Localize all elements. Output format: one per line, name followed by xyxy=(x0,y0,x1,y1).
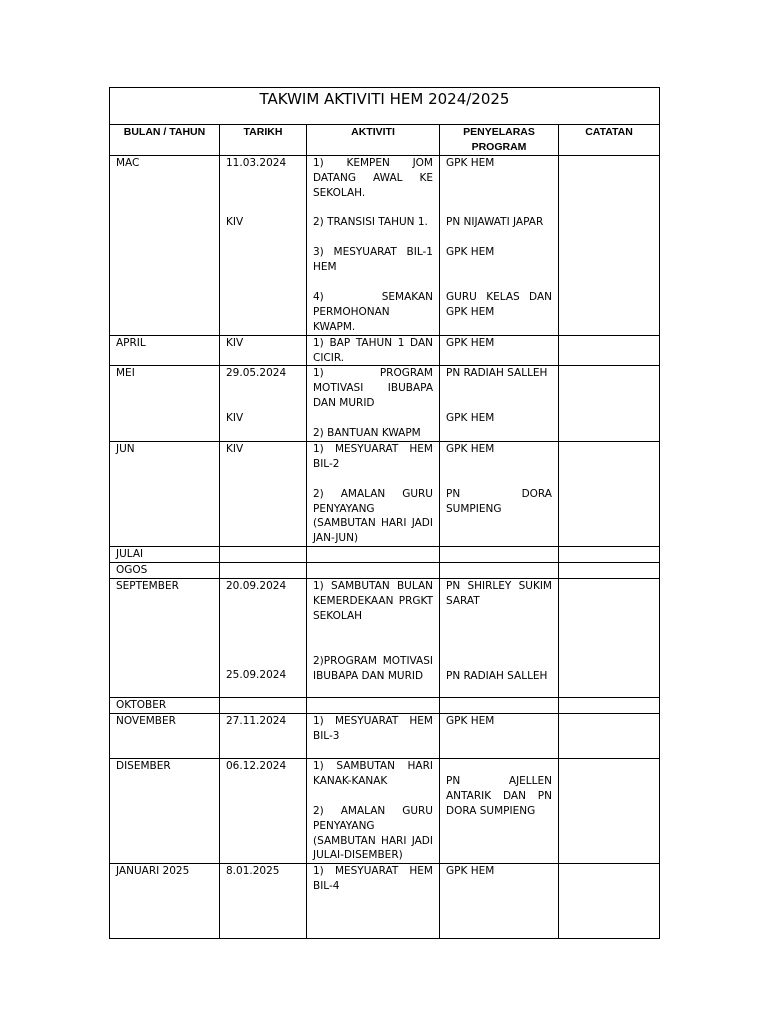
penyelaras-cell xyxy=(440,579,559,698)
aktiviti-cell xyxy=(307,698,440,714)
penyelaras-item: PN RADIAH SALLEH xyxy=(446,367,548,380)
tarikh-cell xyxy=(220,698,307,714)
table-row xyxy=(110,579,660,698)
tarikh-cell xyxy=(220,714,307,759)
penyelaras-item: GPK HEM xyxy=(446,412,495,425)
aktiviti-item: 2) TRANSISI TAHUN 1. xyxy=(313,216,428,229)
penyelaras-cell xyxy=(440,563,559,579)
aktiviti-cell xyxy=(307,155,440,335)
bulan-cell: NOVEMBER xyxy=(110,714,220,759)
aktiviti-item: 1) MESYUARAT HEM BIL-2 xyxy=(313,442,433,470)
table-row xyxy=(110,864,660,939)
bulan-cell: APRIL xyxy=(110,335,220,366)
aktiviti-cell xyxy=(307,714,440,759)
header-row xyxy=(110,125,660,156)
catatan-cell xyxy=(559,864,660,939)
tarikh-item: 20.09.2024 xyxy=(226,580,287,593)
table-row xyxy=(110,441,660,546)
tarikh-cell xyxy=(220,335,307,366)
catatan-cell xyxy=(559,335,660,366)
tarikh-cell xyxy=(220,864,307,939)
table-row xyxy=(110,366,660,442)
penyelaras-item: PN DORA SUMPIENG xyxy=(446,487,552,515)
penyelaras-item: PN AJELLEN ANTARIK DAN PN DORA SUMPIENG xyxy=(446,774,552,817)
aktiviti-cell xyxy=(307,335,440,366)
tarikh-item: 11.03.2024 xyxy=(226,156,287,169)
bulan-cell: DISEMBER xyxy=(110,759,220,864)
catatan-cell xyxy=(559,579,660,698)
penyelaras-cell xyxy=(440,441,559,546)
table-row xyxy=(110,547,660,563)
bulan-cell: JUN xyxy=(110,441,220,546)
penyelaras-cell xyxy=(440,335,559,366)
penyelaras-cell xyxy=(440,547,559,563)
aktiviti-item: 1) KEMPEN JOM DATANG AWAL KE SEKOLAH. xyxy=(313,156,433,199)
aktiviti-item: 2) BANTUAN KWAPM xyxy=(313,427,421,440)
tarikh-item: 06.12.2024 xyxy=(226,760,287,773)
penyelaras-cell xyxy=(440,366,559,442)
penyelaras-cell xyxy=(440,714,559,759)
header-aktiviti: AKTIVITI xyxy=(307,125,440,156)
table-row xyxy=(110,155,660,335)
aktiviti-cell xyxy=(307,366,440,442)
tarikh-item: KIV xyxy=(226,336,244,349)
bulan-cell: MEI xyxy=(110,366,220,442)
catatan-cell xyxy=(559,698,660,714)
table-row xyxy=(110,335,660,366)
penyelaras-item: GPK HEM xyxy=(446,336,495,349)
aktiviti-cell xyxy=(307,441,440,546)
catatan-cell xyxy=(559,759,660,864)
tarikh-item: KIV xyxy=(226,216,244,229)
tarikh-cell xyxy=(220,563,307,579)
aktiviti-item: 3) MESYUARAT BIL-1 HEM xyxy=(313,246,433,274)
penyelaras-cell xyxy=(440,864,559,939)
bulan-cell: OKTOBER xyxy=(110,698,220,714)
document-title: TAKWIM AKTIVITI HEM 2024/2025 xyxy=(110,88,660,125)
table-row xyxy=(110,714,660,759)
catatan-cell xyxy=(559,714,660,759)
aktiviti-item: 1) SAMBUTAN HARI KANAK-KANAK xyxy=(313,760,433,787)
catatan-cell xyxy=(559,547,660,563)
aktiviti-cell xyxy=(307,563,440,579)
bulan-cell: OGOS xyxy=(110,563,220,579)
aktiviti-item: 1) MESYUARAT HEM BIL-3 xyxy=(313,715,433,742)
header-bulan: BULAN / TAHUN xyxy=(110,125,220,156)
aktiviti-item: 2)PROGRAM MOTIVASI IBUBAPA DAN MURID xyxy=(313,654,433,682)
table-row xyxy=(110,563,660,579)
penyelaras-item: GURU KELAS DAN GPK HEM xyxy=(446,290,552,318)
penyelaras-cell xyxy=(440,759,559,864)
penyelaras-cell xyxy=(440,155,559,335)
takwim-table xyxy=(109,87,660,939)
penyelaras-item: GPK HEM xyxy=(446,442,495,455)
aktiviti-item: 1) BAP TAHUN 1 DAN CICIR. xyxy=(313,336,433,364)
aktiviti-item: 1) PROGRAM MOTIVASI IBUBAPA DAN MURID xyxy=(313,367,433,410)
header-tarikh: TARIKH xyxy=(220,125,307,156)
header-catatan: CATATAN xyxy=(559,125,660,156)
penyelaras-item: PN SHIRLEY SUKIM SARAT xyxy=(446,580,552,608)
catatan-cell xyxy=(559,563,660,579)
tarikh-item: 27.11.2024 xyxy=(226,715,287,728)
aktiviti-item: 1) SAMBUTAN BULAN KEMERDEKAAN PRGKT SEKOLAH xyxy=(313,580,433,622)
table-row xyxy=(110,698,660,714)
bulan-cell: MAC xyxy=(110,155,220,335)
catatan-cell xyxy=(559,366,660,442)
bulan-cell: JANUARI 2025 xyxy=(110,864,220,939)
table-row xyxy=(110,759,660,864)
tarikh-cell xyxy=(220,579,307,698)
aktiviti-item: 2) AMALAN GURU PENYAYANG (SAMBUTAN HARI JADI JAN-JUN) xyxy=(313,487,433,545)
tarikh-cell xyxy=(220,155,307,335)
penyelaras-item: GPK HEM xyxy=(446,865,495,878)
bulan-cell: SEPTEMBER xyxy=(110,579,220,698)
tarikh-item: KIV xyxy=(226,412,244,425)
title-row xyxy=(110,88,660,125)
aktiviti-cell xyxy=(307,864,440,939)
tarikh-cell xyxy=(220,759,307,864)
tarikh-item: 25.09.2024 xyxy=(226,669,287,682)
aktiviti-item: 1) MESYUARAT HEM BIL-4 xyxy=(313,865,433,893)
penyelaras-item: GPK HEM xyxy=(446,156,495,169)
tarikh-item: 29.05.2024 xyxy=(226,367,287,380)
aktiviti-cell xyxy=(307,579,440,698)
tarikh-cell xyxy=(220,366,307,442)
aktiviti-cell xyxy=(307,759,440,864)
penyelaras-item: PN RADIAH SALLEH xyxy=(446,669,548,682)
penyelaras-cell xyxy=(440,698,559,714)
aktiviti-cell xyxy=(307,547,440,563)
catatan-cell xyxy=(559,155,660,335)
aktiviti-item: 2) AMALAN GURU PENYAYANG (SAMBUTAN HARI JADI JULAI-DISEMBER) xyxy=(313,804,433,862)
penyelaras-item: PN NIJAWATI JAPAR xyxy=(446,216,544,229)
tarikh-item: 8.01.2025 xyxy=(226,865,280,878)
tarikh-item: KIV xyxy=(226,442,244,455)
tarikh-cell xyxy=(220,441,307,546)
penyelaras-item: GPK HEM xyxy=(446,715,495,728)
catatan-cell xyxy=(559,441,660,546)
aktiviti-item: 4) SEMAKAN PERMOHONAN KWAPM. xyxy=(313,290,433,333)
header-penyelaras: PENYELARAS PROGRAM xyxy=(440,125,559,156)
penyelaras-item: GPK HEM xyxy=(446,246,495,259)
bulan-cell: JULAI xyxy=(110,547,220,563)
tarikh-cell xyxy=(220,547,307,563)
